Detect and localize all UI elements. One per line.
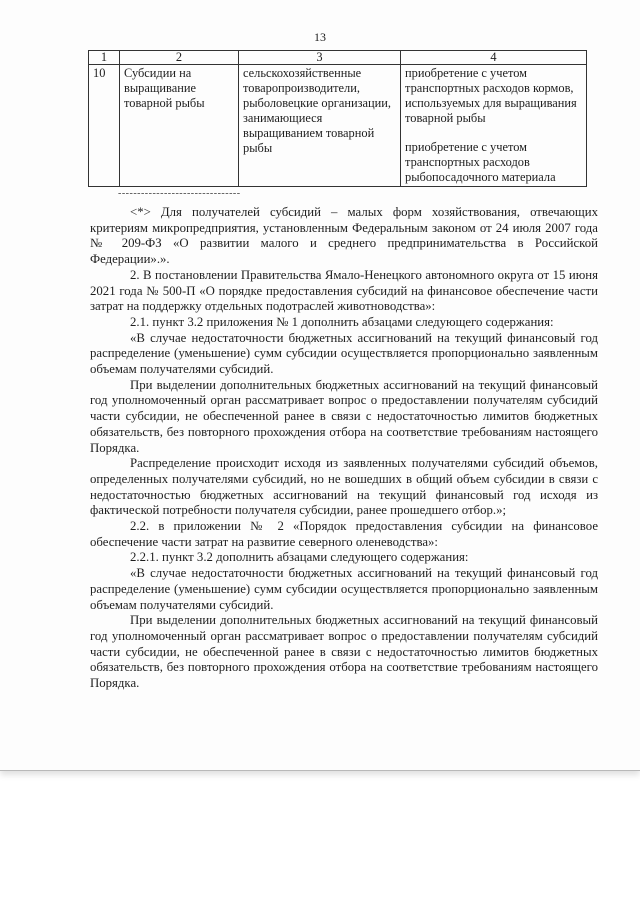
footnote-separator: -------------------------------- <box>118 188 241 199</box>
document-body <box>90 205 598 692</box>
table-header-cell: 3 <box>239 51 401 65</box>
footnote-paragraph: <*> Для получателей субсидий – малых форм хозяйствования, отвечающих критериям микропредприятия, установленным Федеральным законом от 24 июля 2007 года № 209-ФЗ «О развитии малого и среднего предпринимательства в Российской Федерации».». <box>90 205 598 267</box>
purposes-cell <box>401 65 587 187</box>
paragraph: 2.1. пункт 3.2 приложения № 1 дополнить абзацами следующего содержания: <box>130 314 554 329</box>
paragraph: При выделении дополнительных бюджетных ассигнований на текущий финансовый год уполномоченный орган рассматривает вопрос о предоставлении получателям субсидий части субсидии, не обеспеченной ранее в связи с недостаточностью лимитов бюджетных обязательств, без повторного прохождения отбора на соответствие требованиям настоящего Порядка. <box>90 613 598 691</box>
subsidy-name-cell: Субсидии на выращивание товарной рыбы <box>120 65 239 187</box>
paragraph: 2. В постановлении Правительства Ямало-Ненецкого автономного округа от 15 июня 2021 года № 500-П «О порядке предоставления субсидий на финансовое обеспечение части затрат на поддержку отдельных подотраслей животноводства»: <box>90 267 598 314</box>
recipients-cell: сельскохозяйственные товаропроизводители, рыболовецкие организации, занимающиеся выращиванием товарной рыбы <box>239 65 401 187</box>
table-header-cell: 1 <box>89 51 120 65</box>
table-header-row <box>89 51 587 65</box>
purpose-item: приобретение с учетом транспортных расходов кормов, используемых для выращивания товарной рыбы <box>405 66 577 125</box>
paragraph: «В случае недостаточности бюджетных ассигнований на текущий финансовый год распределение (уменьшение) сумм субсидии осуществляется пропорционально заявленным объемам получателями субсидий. <box>90 566 598 612</box>
table-header-cell: 4 <box>401 51 587 65</box>
purpose-item: приобретение с учетом транспортных расходов рыбопосадочного материала <box>405 140 556 184</box>
paragraph: «В случае недостаточности бюджетных ассигнований на текущий финансовый год распределение (уменьшение) сумм субсидии осуществляется пропорционально заявленным объемам получателями субсидий. <box>90 330 598 377</box>
row-number-cell: 10 <box>89 65 120 187</box>
table-header-cell: 2 <box>120 51 239 65</box>
table-row <box>89 65 587 187</box>
page-number: 13 <box>314 30 326 44</box>
paragraph: 2.2.1. пункт 3.2 дополнить абзацами следующего содержания: <box>130 550 469 565</box>
paragraph: Распределение происходит исходя из заявленных получателями субсидий объемов, определенных получателями субсидий, но не вошедших в общий объем субсидии в связи с недостаточностью бюджетных ассигнований на текущий финансовый год исходя из фактической потребности получателя субсидии, ранее прошедшего отбор.»; <box>90 456 598 518</box>
subsidy-table <box>88 50 587 187</box>
paragraph: При выделении дополнительных бюджетных ассигнований на текущий финансовый год уполномоченный орган рассматривает вопрос о предоставлении получателям субсидий части субсидии, не обеспеченной ранее в связи с недостаточностью лимитов бюджетных обязательств, без повторного прохождения отбора на соответствие требованиям настоящего Порядка. <box>90 377 598 455</box>
paragraph: 2.2. в приложении № 2 «Порядок предоставления субсидии на финансовое обеспечение части затрат на развитие северного оленеводства»: <box>90 519 598 549</box>
